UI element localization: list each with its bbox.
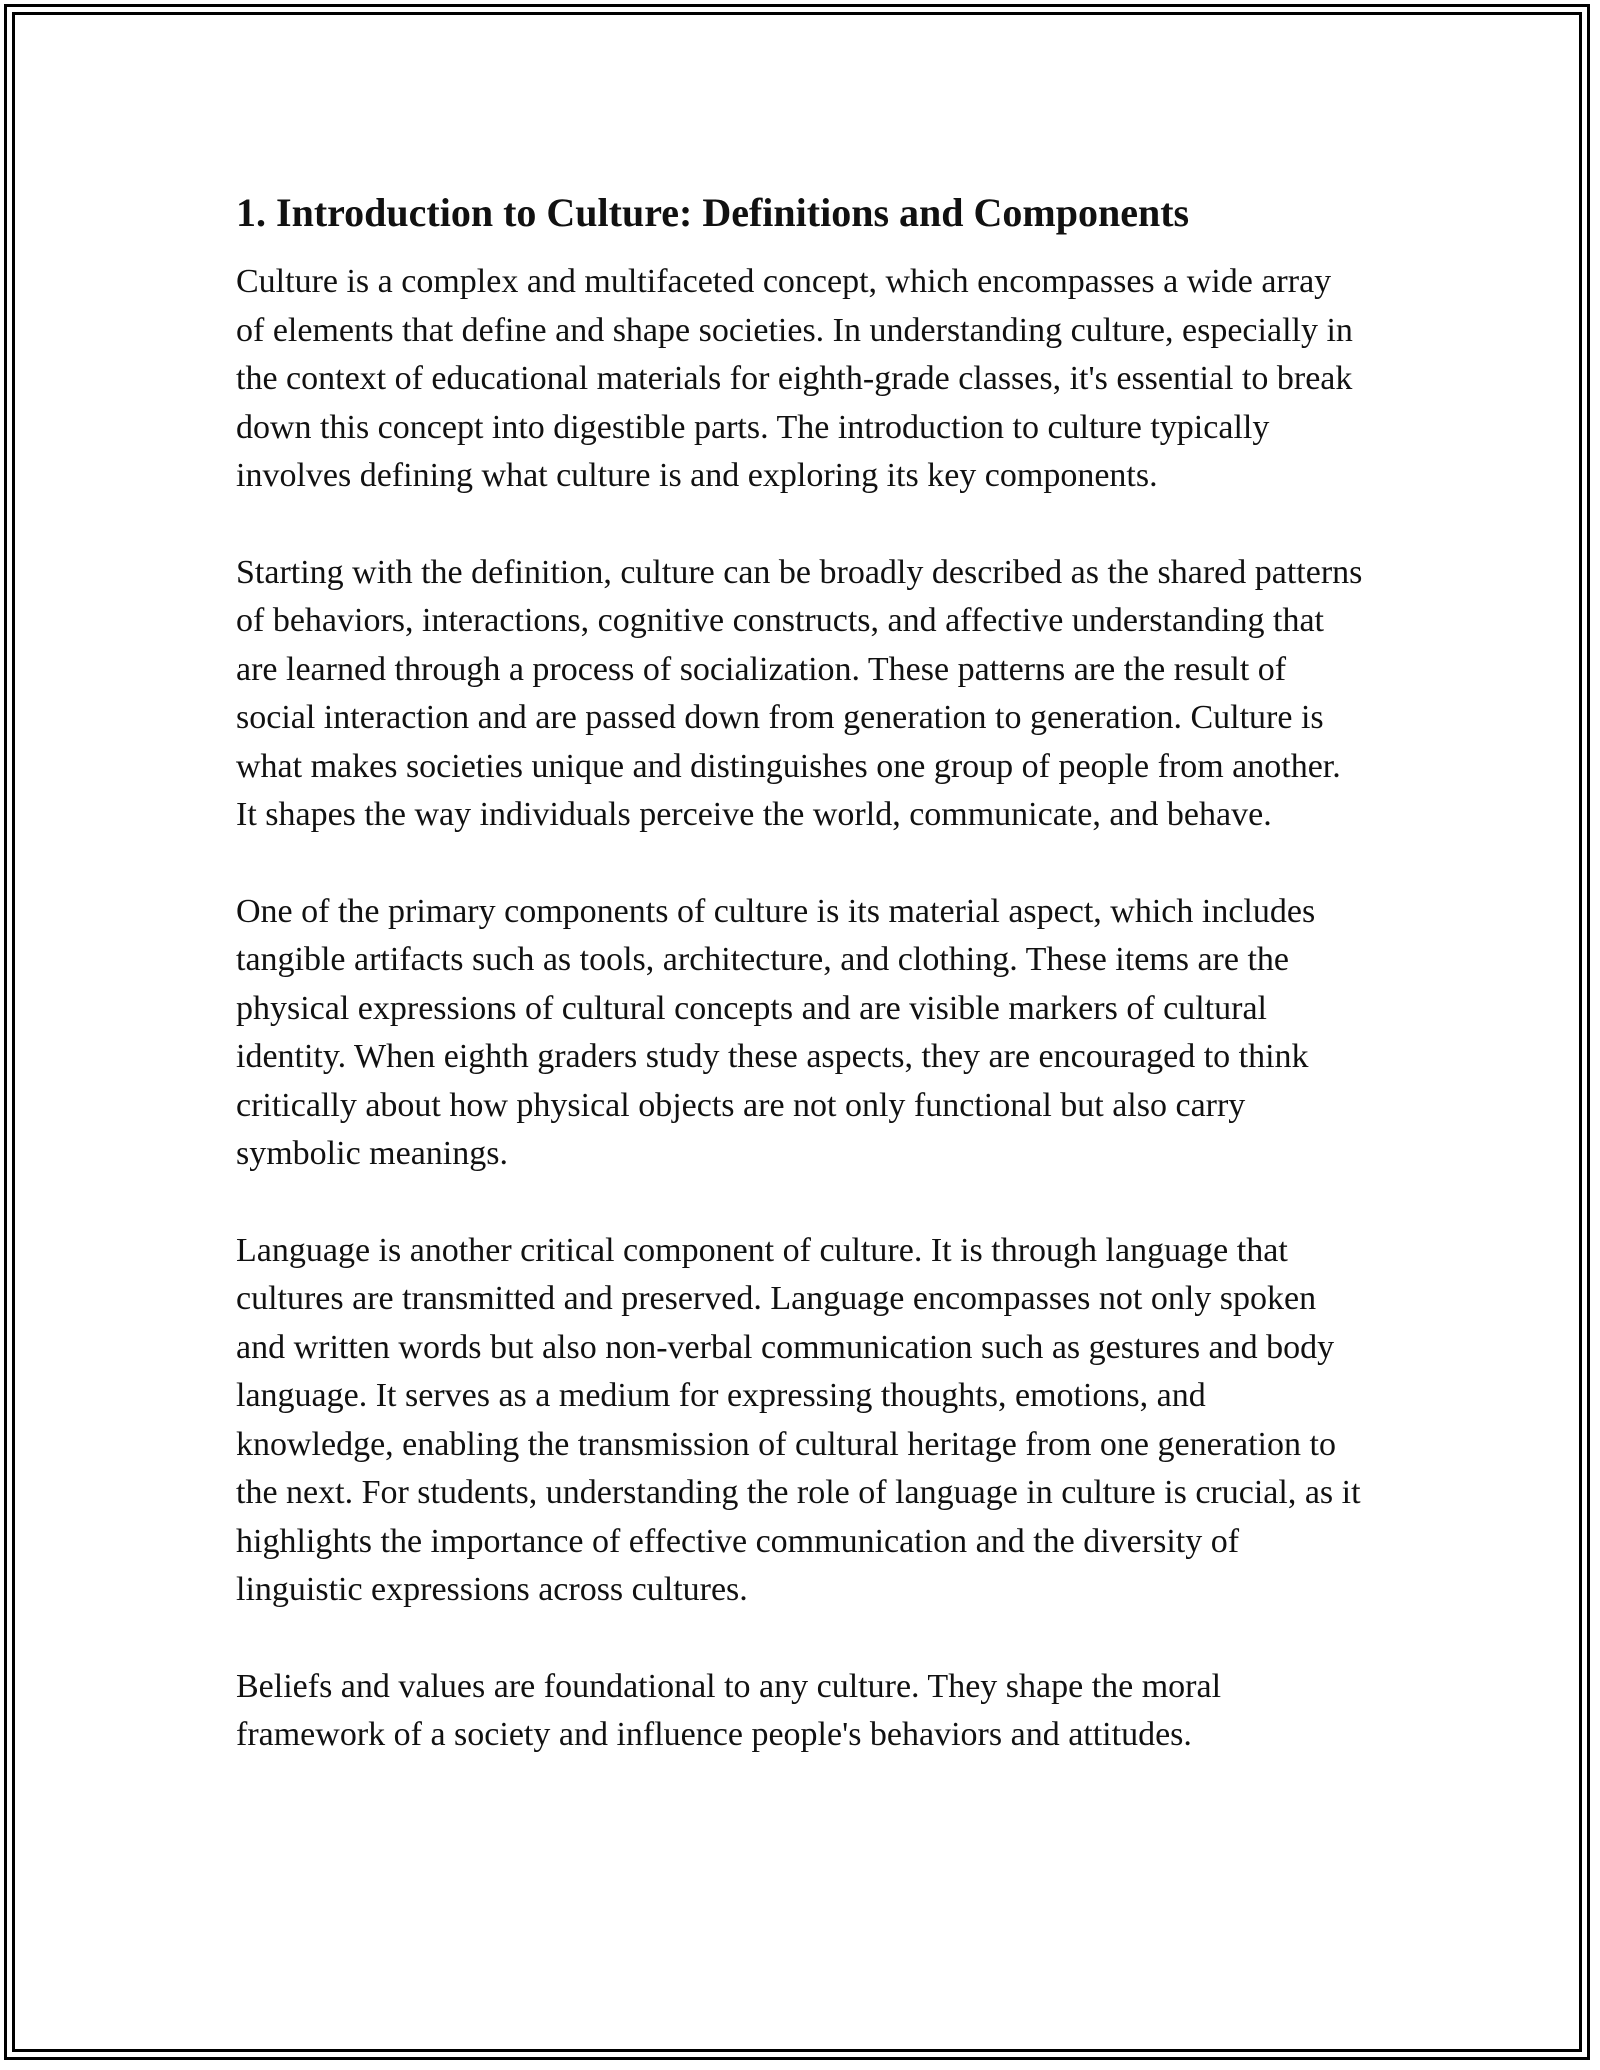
document-body — [236, 186, 1366, 1808]
paragraph-definition: Starting with the definition, culture can be broadly described as the shared patterns of behaviors, interactions, cognitive constructs, and affective understanding that are learned through a process of socialization. These patterns are the result of social interaction and are passed down from generation to generation. Culture is what makes societies unique and distinguishes one group of people from another. It shapes the way individuals perceive the world, communicate, and behave. — [236, 553, 1363, 833]
paragraph-beliefs-values: Beliefs and values are foundational to any culture. They shape the moral framework of a society and influence people's behaviors and attitudes. — [236, 1667, 1222, 1753]
paragraph-language: Language is another critical component of culture. It is through language that cultures are transmitted and preserved. Language encompasses not only spoken and written words but also non-verbal communication such as gestures and body language. It serves as a medium for expressing thoughts, emotions, and knowledge, enabling the transmission of cultural heritage from one generation to the next. For students, understanding the role of language in culture is crucial, as it highlights the importance of effective communication and the diversity of linguistic expressions across cultures. — [236, 1231, 1361, 1608]
section-heading: 1. Introduction to Culture: Definitions and Components — [236, 190, 1190, 235]
paragraph-material-aspect: One of the primary components of culture is its material aspect, which includes tangible artifacts such as tools, architecture, and clothing. These items are the physical expressions of cultural concepts and are visible markers of cultural identity. When eighth graders study these aspects, they are encouraged to think critically about how physical objects are not only functional but also carry symbolic meanings. — [236, 892, 1316, 1172]
paragraph-culture-intro: Culture is a complex and multifaceted concept, which encompasses a wide array of elements that define and shape societies. In understanding culture, especially in the context of educational materials for eighth-grade classes, it's essential to break down this concept into digestible parts. The introduction to culture typically involves defining what culture is and exploring its key components. — [236, 263, 1353, 494]
